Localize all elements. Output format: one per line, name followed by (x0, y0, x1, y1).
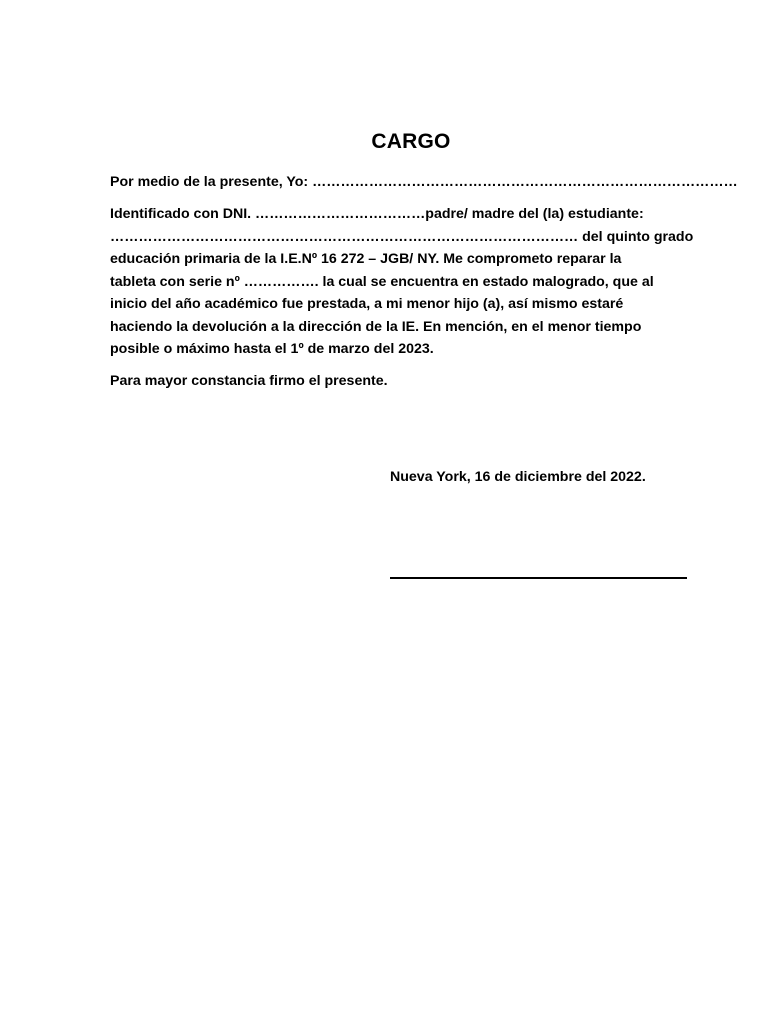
closing-statement: Para mayor constancia firmo el presente. (110, 373, 388, 389)
document-title: CARGO (371, 130, 451, 153)
paragraph-line: inicio del año académico fue prestada, a mi menor hijo (a), así mismo estaré (110, 296, 624, 312)
intro-line: Por medio de la presente, Yo: ……………………………………………………………………………… (110, 174, 738, 190)
paragraph-line: ……………………………………………………………………………………… del quinto grado (110, 228, 694, 245)
paragraph-line: posible o máximo hasta el 1º de marzo del 2023. (110, 341, 434, 357)
paragraph-line: Identificado con DNI. ………………………………padre/ madre del (la) estudiante: (110, 206, 644, 222)
paragraph-line: educación primaria de la I.E.Nº 16 272 – JGB/ NY. Me comprometo reparar la (110, 251, 622, 267)
signature-line (390, 577, 687, 579)
place-date: Nueva York, 16 de diciembre del 2022. (390, 469, 646, 485)
commitment-paragraph (110, 203, 710, 361)
paragraph-line: tableta con serie nº ……………. la cual se encuentra en estado malogrado, que al (110, 273, 654, 290)
paragraph-line: haciendo la devolución a la dirección de la IE. En mención, en el menor tiempo (110, 318, 642, 335)
